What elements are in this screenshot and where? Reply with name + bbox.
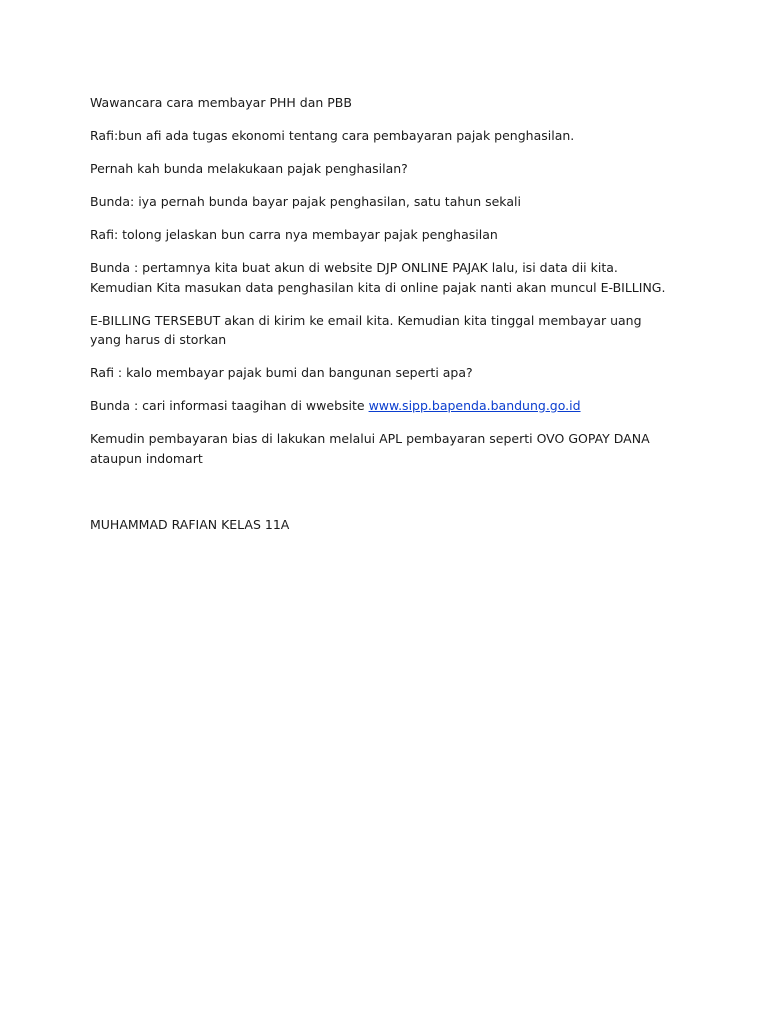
- paragraph-rafi-pbb-question: Rafi : kalo membayar pajak bumi dan bangunan seperti apa?: [90, 365, 473, 380]
- info-prefix-text: Bunda : cari informasi taagihan di wwebsite: [90, 398, 369, 413]
- paragraph-question-ever: Pernah kah bunda melakukaan pajak penghasilan?: [90, 161, 408, 176]
- bapenda-website-link[interactable]: www.sipp.bapenda.bandung.go.id: [368, 398, 581, 413]
- paragraph-rafi-intro: Rafi:bun afi ada tugas ekonomi tentang cara pembayaran pajak penghasilan.: [90, 128, 575, 143]
- paragraph-ebilling: E-BILLING TERSEBUT akan di kirim ke email kita. Kemudian kita tinggal membayar uang yang harus di storkan: [90, 312, 642, 347]
- paragraph-bunda-steps: Bunda : pertamnya kita buat akun di website DJP ONLINE PAJAK lalu, isi data dii kita. Kemudian Kita masukan data penghasilan kita di online pajak nanti akan muncul E-BILLING.: [90, 260, 666, 295]
- paragraph-bunda-info: [90, 396, 670, 416]
- paragraph-payment-methods: Kemudin pembayaran bias di lakukan melalui APL pembayaran seperti OVO GOPAY DANA ataupun indomart: [90, 431, 650, 466]
- paragraph-rafi-request: Rafi: tolong jelaskan bun carra nya membayar pajak penghasilan: [90, 227, 498, 242]
- blank-spacer: [90, 482, 670, 515]
- signature-line: MUHAMMAD RAFIAN KELAS 11A: [90, 516, 290, 532]
- paragraph-bunda-answer: Bunda: iya pernah bunda bayar pajak penghasilan, satu tahun sekali: [90, 194, 521, 209]
- document-body: [90, 93, 670, 548]
- document-title: Wawancara cara membayar PHH dan PBB: [90, 95, 352, 110]
